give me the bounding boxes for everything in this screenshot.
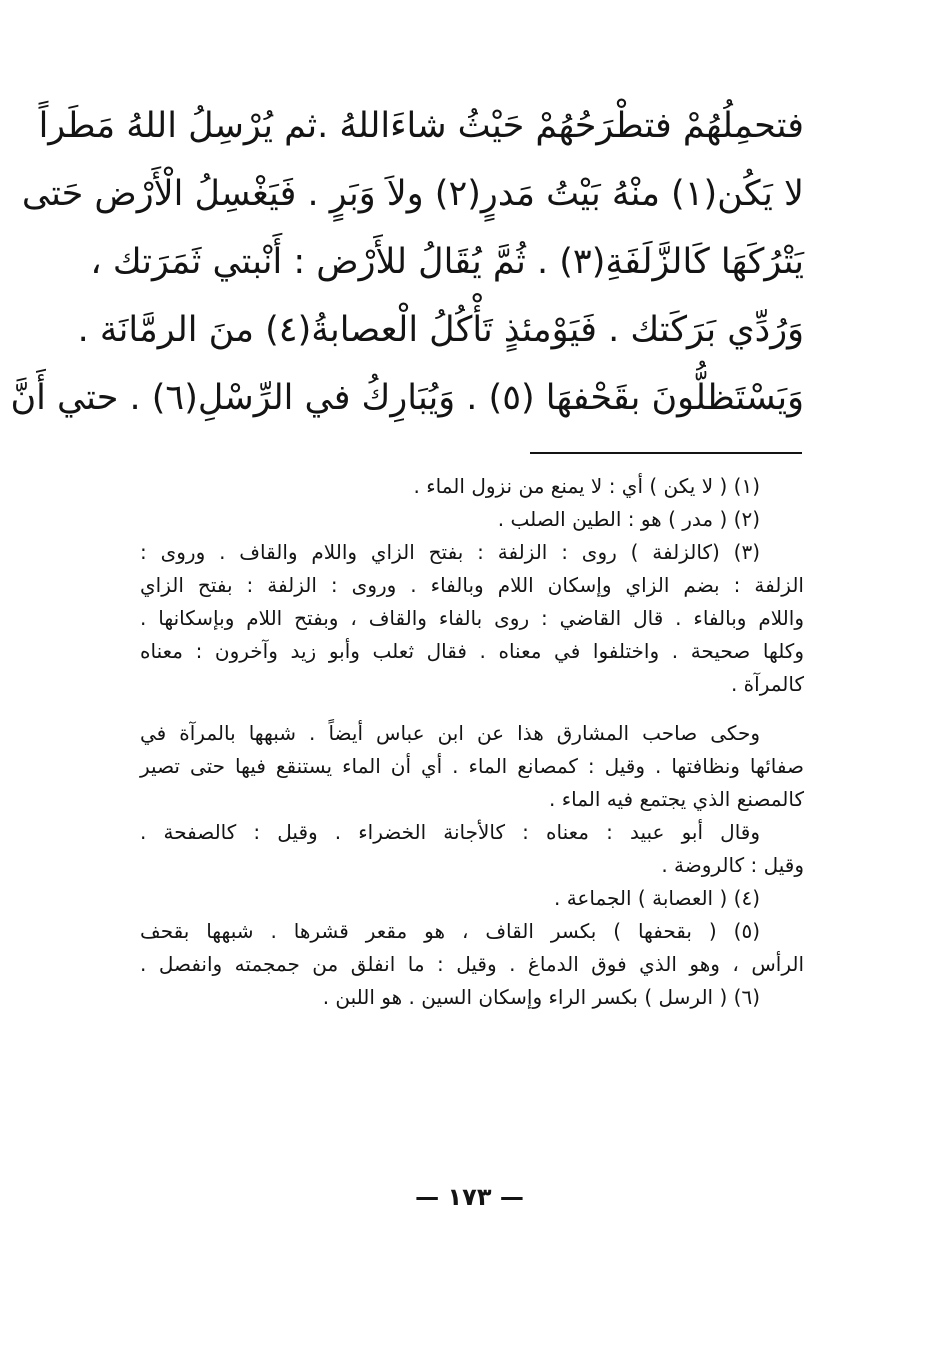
- main-text-line: وَيَسْتَظلُّونَ بقَحْفهَا (٥) . وَيُبَارِكُ في الرِّسْلِ(٦) . حتي أَنَّ: [10, 378, 804, 418]
- main-text-line: وَرُدِّي بَرَكَتك . فَيَوْمئذٍ تَأْكُلُ الْعصابةُ(٤) منَ الرمَّانَة .: [77, 310, 804, 350]
- footnote-line: (١) ( لا يكن ) أي : لا يمنع من نزول الماء .: [413, 474, 760, 498]
- footnote-line: وقال أبو عبيد : معناه : كالأجانة الخضراء . وقيل : كالصفحة .: [140, 820, 760, 844]
- main-text-line: لا يَكُن(١) منْهُ بَيْتُ مَدرٍ(٢) ولاَ وَبَرٍ . فَيَغْسِلُ الْأَرْض حَتى: [21, 174, 804, 214]
- footnote-line: كالمصنع الذي يجتمع فيه الماء .: [549, 787, 804, 811]
- footnotes-block: [140, 470, 804, 1014]
- footnote-line: الرأس ، وهو الذي فوق الدماغ . وقيل : ما انفلق من جمجمته وانفصل .: [140, 952, 804, 976]
- footnote-line: (٥) ( بقحفها ) بكسر القاف ، هو مقعر قشرها . شبهها بقحف: [140, 919, 760, 943]
- footnote-separator: [530, 452, 802, 454]
- footnote-line: (٦) ( الرسل ) بكسر الراء وإسكان السين . هو اللبن .: [322, 985, 760, 1009]
- main-text-line: يَتْرُكَهَا كَالزَّلَفَةِ(٣) . ثُمَّ يُقَالُ للأَرْض : أَنْبتي ثَمَرَتك ،: [90, 242, 804, 282]
- page-number: — ١٧٣ —: [415, 1183, 524, 1211]
- main-text-line: فتحمِلُهُمْ فتطْرَحُهُمْ حَيْثُ شاءَاللهُ .ثم يُرْسِلُ اللهُ مَطَراً: [38, 106, 804, 146]
- footnote-line: (٤) ( العصابة ) الجماعة .: [553, 886, 760, 910]
- footnote-line: واللام وبالفاء . قال القاضي : روى بالفاء والقاف ، وبفتح اللام وبإسكانها .: [140, 606, 804, 630]
- main-text-block: [10, 92, 804, 432]
- footnote-line: (٢) ( مدر ) هو : الطين الصلب .: [497, 507, 760, 531]
- footnote-line: الزلفة : بضم الزاي وإسكان اللام وبالفاء . وروى : الزلفة : بفتح الزاي: [140, 573, 804, 597]
- footnote-line: وكلها صحيحة . واختلفوا في معناه . فقال ثعلب وأبو زيد وآخرون : معناه: [140, 639, 804, 663]
- footnote-line: وقيل : كالروضة .: [661, 853, 804, 877]
- footnote-line: (٣) (كالزلفة ) روى : الزلفة : بفتح الزاي واللام والقاف . وروى :: [140, 540, 760, 564]
- footnote-line: صفائها ونظافتها . وقيل : كمصانع الماء . أي أن الماء يستنقع فيها حتى تصير: [140, 754, 804, 778]
- footnote-line: كالمرآة .: [730, 672, 804, 696]
- footnote-line: وحكى صاحب المشارق هذا عن ابن عباس أيضاً . شبهها بالمرآة في: [140, 721, 760, 745]
